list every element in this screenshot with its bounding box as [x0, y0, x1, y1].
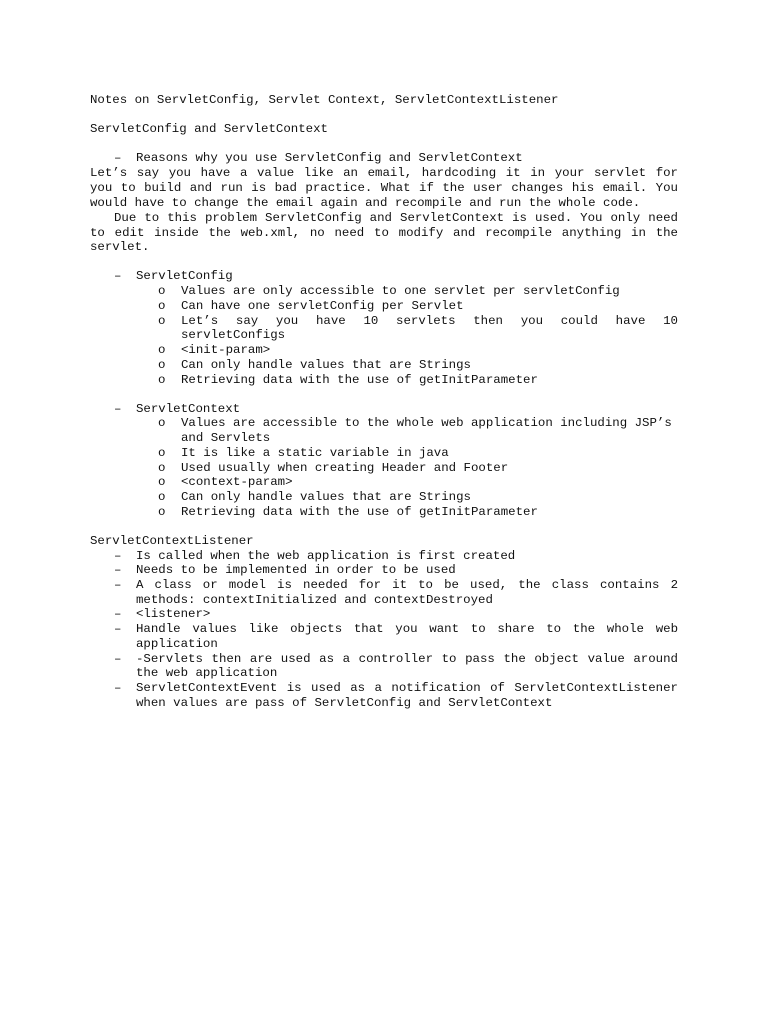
sub-bullet-marker: o — [158, 446, 166, 460]
list-item: <init-param> — [181, 343, 271, 357]
bullet-dash: – — [114, 652, 122, 666]
list-item: Needs to be implemented in order to be used — [136, 563, 456, 577]
sub-bullet-marker: o — [158, 475, 166, 489]
servletcontext-label: ServletContext — [136, 402, 241, 416]
sub-bullet-marker: o — [158, 358, 166, 372]
list-item-continuation: and Servlets — [181, 431, 271, 445]
list-item-continuation: application — [136, 637, 218, 651]
list-item: Values are only accessible to one servlet per servletConfig — [181, 284, 620, 298]
paragraph-line: Let’s say you have a value like an email, hardcoding it in your servlet for — [90, 166, 678, 180]
list-item-continuation: the web application — [136, 666, 278, 680]
sub-bullet-marker: o — [158, 343, 166, 357]
list-item: Let’s say you have 10 servlets then you could have 10 — [181, 314, 678, 328]
list-item: Handle values like objects that you want to share to the whole web — [136, 622, 678, 636]
bullet-dash: – — [114, 402, 122, 416]
paragraph-line: Due to this problem ServletConfig and ServletContext is used. You only need — [114, 211, 678, 225]
bullet-dash: – — [114, 681, 122, 695]
list-item-continuation: servletConfigs — [181, 328, 286, 342]
list-item: ServletContextEvent is used as a notification of ServletContextListener — [136, 681, 678, 695]
sub-bullet-marker: o — [158, 505, 166, 519]
list-item: Is called when the web application is first created — [136, 549, 516, 563]
list-item: Retrieving data with the use of getInitParameter — [181, 373, 538, 387]
list-item: Retrieving data with the use of getInitParameter — [181, 505, 538, 519]
list-item: Values are accessible to the whole web application including JSP’s — [181, 416, 672, 430]
section-heading-listener: ServletContextListener — [90, 534, 254, 548]
servletconfig-label: ServletConfig — [136, 269, 233, 283]
list-item: Can only handle values that are Strings — [181, 490, 471, 504]
sub-bullet-marker: o — [158, 284, 166, 298]
bullet-dash: – — [114, 607, 122, 621]
section-heading-config-context: ServletConfig and ServletContext — [90, 122, 328, 136]
sub-bullet-marker: o — [158, 490, 166, 504]
list-item: A class or model is needed for it to be used, the class contains 2 — [136, 578, 678, 592]
list-item: <listener> — [136, 607, 211, 621]
sub-bullet-marker: o — [158, 314, 166, 328]
bullet-dash: – — [114, 578, 122, 592]
list-item: -Servlets then are used as a controller to pass the object value around — [136, 652, 678, 666]
list-item: Used usually when creating Header and Footer — [181, 461, 509, 475]
paragraph-line: servlet. — [90, 240, 150, 254]
bullet-dash: – — [114, 269, 122, 283]
paragraph-line: to edit inside the web.xml, no need to modify and recompile anything in the — [90, 226, 678, 240]
bullet-dash: – — [114, 622, 122, 636]
list-item-continuation: when values are pass of ServletConfig and ServletContext — [136, 696, 553, 710]
list-item: Can have one servletConfig per Servlet — [181, 299, 464, 313]
paragraph-line: you to build and run is bad practice. What if the user changes his email. You — [90, 181, 678, 195]
list-item: <context-param> — [181, 475, 293, 489]
bullet-dash: – — [114, 151, 122, 165]
sub-bullet-marker: o — [158, 299, 166, 313]
reasons-bullet: Reasons why you use ServletConfig and ServletContext — [136, 151, 523, 165]
page-title: Notes on ServletConfig, Servlet Context, ServletContextListener — [90, 93, 559, 107]
list-item-continuation: methods: contextInitialized and contextDestroyed — [136, 593, 493, 607]
bullet-dash: – — [114, 549, 122, 563]
paragraph-line: would have to change the email again and recompile and run the whole code. — [90, 196, 641, 210]
sub-bullet-marker: o — [158, 373, 166, 387]
sub-bullet-marker: o — [158, 461, 166, 475]
bullet-dash: – — [114, 563, 122, 577]
sub-bullet-marker: o — [158, 416, 166, 430]
list-item: Can only handle values that are Strings — [181, 358, 471, 372]
list-item: It is like a static variable in java — [181, 446, 449, 460]
